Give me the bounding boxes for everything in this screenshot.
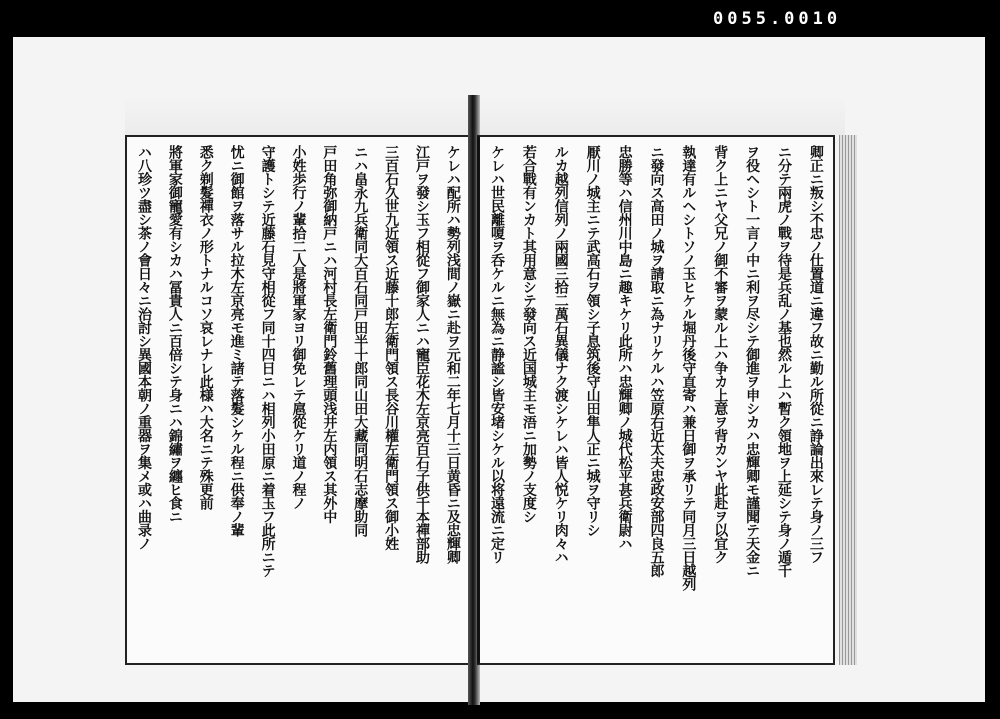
right-page-text (490, 145, 823, 655)
text-column: 背ク上ニヤ父兄ノ御不審ヲ蒙ル上ハ争カ上意ヲ背カンヤ此赴ヲ以宜ク (712, 145, 729, 564)
film-frame-number: 0055.0010 (713, 9, 842, 29)
text-column: ルカ越列信列ノ兩國三拾二萬石異儀ナク渡シケレハ皆人悦ケリ肉々ハ (552, 145, 569, 564)
text-column: 若合戰有ンカト其用意シテ發向ス近国城主モ浯ニ加勢ノ支度シ (520, 145, 537, 523)
text-column: 厭川ノ城主ニテ武高石ヲ領シ子息筑後守山田隼人正ニ城ヲ守リシ (584, 145, 601, 537)
page-edges (839, 135, 857, 665)
book-top-shadow (125, 95, 845, 135)
text-column: ニ發向ス高田ノ城ヲ請取ニ為ナリケルハ笠原右近太夫忠政安部四良五郎 (648, 145, 665, 577)
right-page (477, 135, 835, 665)
text-column: 小姓歩行ノ輩拾二人是將軍家ヨリ御免レテ扈從ケリ道ノ程ノ (290, 145, 307, 510)
text-column: 忧ニ御館ヲ落サル拉木左京亮モ進ミ諸テ落髮シケル程ニ供奉ノ輩 (228, 145, 245, 537)
text-column: ケレハ世民離嗄ヲ呑ケルニ無為ニ静謐シ皆安堵シケル以将遠流ニ定リ (489, 145, 505, 564)
text-column: 守護トシテ近藤石見守相從フ同十四日ニハ相列小田原ニ着玉フ此所ニテ (259, 145, 276, 577)
text-column: ヲ役ヘシト一言ノ中ニ利ヲ尽シテ御進ヲ申シカハ忠輝卿モ謹聞テ天金ニ (744, 145, 761, 577)
text-column: 悉ク剃髮禪衣ノ形トナルコソ哀レナレ此様ハ大名ニテ殊更前 (197, 145, 214, 510)
open-book (125, 95, 845, 705)
left-page-text (137, 145, 460, 655)
text-column: 卿正ニ叛シ不忠ノ仕置道ニ違フ故ニ勤ル所從ニ諍論出來レテ身ノ三フ (807, 145, 824, 564)
text-column: 三百石久世九近領ス近藤十郎左衛門領ス長谷川權左衛門領ス御小姓 (383, 145, 400, 550)
left-page (125, 135, 470, 665)
text-column: 江戸ヲ發シ玉フ相從フ御家人ニハ寵臣花木左京亮百石子供千本禪部助 (414, 145, 431, 564)
text-column: ケレハ配所ハ勢列浅間ノ嶽ニ赴ヲ元和二年七月十三日黄昏ニ及忠輝卿 (444, 145, 461, 564)
microfilm-frame (13, 37, 985, 702)
text-column: ニ分テ兩虎ノ戰ヲ待是兵乱ノ基也然ル上ハ暫ク領地ヲ上延シテ身ノ遁千 (776, 145, 793, 577)
text-column: 戸田角弥御納戸ニハ河村長左衛門鈴舊理頭浅井左内領ス其外中 (321, 145, 338, 523)
text-column: 忠勝等ハ信州川中島ニ趣キケリ此所ハ忠輝卿ノ城代松平甚兵衛尉ハ (616, 145, 633, 550)
text-column: 將軍家御寵愛有シカハ冨貴人ニ百倍シテ身ニハ錦繡ヲ纏ヒ食ニ (166, 145, 183, 523)
text-column: ニハ畠永九兵衛同大百石同戸田半十郎同山田大藏同明石志摩助同 (352, 145, 369, 537)
text-column: 執達有ルヘシトソノ玉ヒケル堀丹後守直寄ハ兼日御ヲ承リテ同月三日越列 (680, 145, 697, 591)
text-column: ハ八珍ツ盡シ茶ノ會日々ニ治討シ異國本朝ノ重器ヲ集メ或ハ曲录ノ (136, 145, 152, 550)
